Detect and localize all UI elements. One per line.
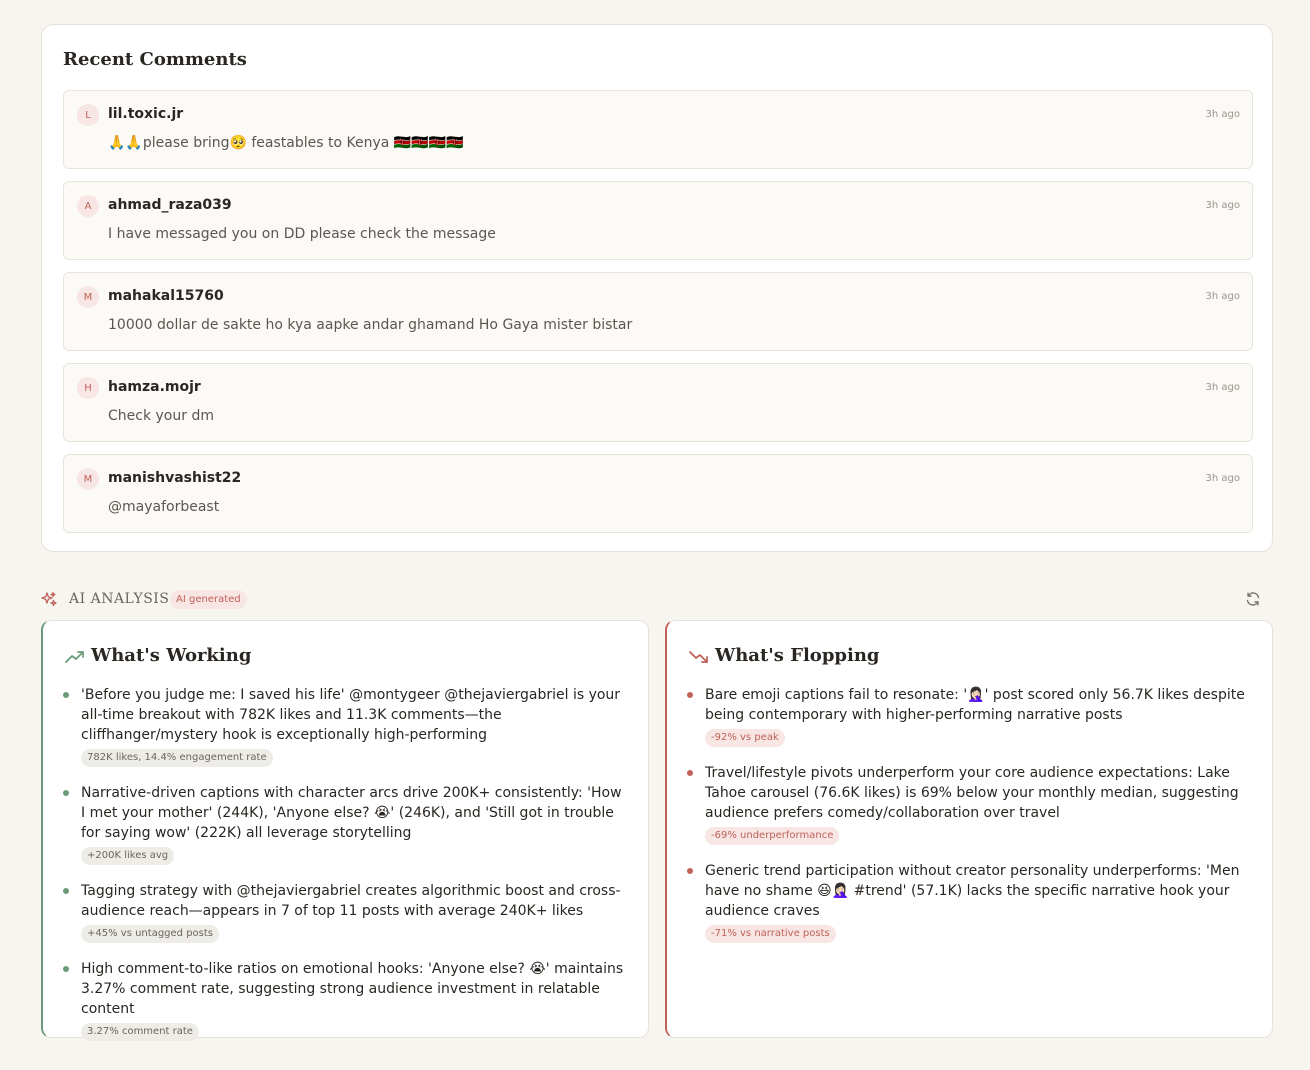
whats-working-panel	[41, 620, 649, 1038]
comment-item	[63, 90, 1253, 169]
trending-up-icon	[65, 649, 85, 665]
comment-text: 10000 dollar de sakte ho kya aapke andar ghamand Ho Gaya mister bistar	[108, 317, 633, 333]
insight-text: Travel/lifestyle pivots underperform your core audience expectations: Lake Tahoe carousel (76.6K likes) is 69% below your monthly median, suggesting audience prefers comedy/collaboration over travel	[705, 765, 1239, 821]
metric-tag: +200K likes avg	[81, 847, 174, 865]
metric-tag: -92% vs peak	[705, 729, 785, 747]
ai-generated-badge: AI generated	[170, 590, 247, 609]
comment-time: 3h ago	[1205, 382, 1240, 393]
metric-tag: 3.27% comment rate	[81, 1023, 199, 1041]
metric-tag: -71% vs narrative posts	[705, 925, 836, 943]
comment-item	[63, 454, 1253, 533]
comment-username[interactable]: manishvashist22	[108, 470, 242, 486]
comment-text: @mayaforbeast	[108, 499, 220, 515]
comment-item	[63, 272, 1253, 351]
comment-time: 3h ago	[1205, 200, 1240, 211]
avatar: L	[77, 104, 99, 126]
recent-comments-card	[41, 24, 1273, 552]
comments-list	[63, 90, 1253, 545]
comment-username[interactable]: ahmad_raza039	[108, 197, 232, 213]
list-item	[687, 861, 1254, 943]
comment-username[interactable]: lil.toxic.jr	[108, 106, 184, 122]
bullet	[63, 790, 69, 796]
bullet	[63, 692, 69, 698]
insight-text: Generic trend participation without creator personality underperforms: 'Men have no shame 😆🤦🏻‍♀️ #trend' (57.1K) lacks the specific narrative hook your audience craves	[705, 863, 1240, 919]
sparkle-icon	[41, 591, 57, 607]
bullet	[63, 966, 69, 972]
recent-comments-title: Recent Comments	[63, 49, 247, 70]
avatar: A	[77, 195, 99, 217]
list-item	[63, 959, 630, 1041]
whats-flopping-title: What's Flopping	[715, 645, 880, 666]
avatar: M	[77, 286, 99, 308]
metric-tag: 782K likes, 14.4% engagement rate	[81, 749, 273, 767]
whats-working-title: What's Working	[91, 645, 252, 666]
insight-text: High comment-to-like ratios on emotional hooks: 'Anyone else? 😭' maintains 3.27% comment rate, suggesting strong audience investment in relatable content	[81, 961, 624, 1017]
whats-flopping-panel	[665, 620, 1273, 1038]
working-list	[63, 685, 630, 1057]
comment-item	[63, 363, 1253, 442]
list-item	[63, 685, 630, 767]
comment-text: Check your dm	[108, 408, 214, 424]
ai-analysis-header	[41, 588, 1273, 612]
list-item	[63, 881, 630, 943]
avatar: M	[77, 468, 99, 490]
comment-time: 3h ago	[1205, 473, 1240, 484]
metric-tag: -69% underperformance	[705, 827, 839, 845]
flopping-list	[687, 685, 1254, 959]
avatar: H	[77, 377, 99, 399]
bullet	[687, 868, 693, 874]
comment-username[interactable]: hamza.mojr	[108, 379, 201, 395]
comment-time: 3h ago	[1205, 109, 1240, 120]
list-item	[687, 763, 1254, 845]
bullet	[687, 770, 693, 776]
bullet	[63, 888, 69, 894]
comment-text: I have messaged you on DD please check the message	[108, 226, 496, 242]
list-item	[687, 685, 1254, 747]
ai-analysis-title: AI ANALYSIS	[69, 591, 170, 607]
bullet	[687, 692, 693, 698]
comment-item	[63, 181, 1253, 260]
insight-text: Bare emoji captions fail to resonate: '🤦🏻‍♀️' post scored only 56.7K likes despite being contemporary with higher-performing narrative posts	[705, 687, 1245, 723]
insight-text: 'Before you judge me: I saved his life' @montygeer @thejaviergabriel is your all-time breakout with 782K likes and 11.3K comments—the cliffhanger/mystery hook is exceptionally high-performing	[81, 687, 621, 743]
list-item	[63, 783, 630, 865]
metric-tag: +45% vs untagged posts	[81, 925, 219, 943]
refresh-icon[interactable]	[1245, 591, 1261, 607]
trending-down-icon	[689, 649, 709, 665]
comment-username[interactable]: mahakal15760	[108, 288, 224, 304]
comment-time: 3h ago	[1205, 291, 1240, 302]
insight-text: Tagging strategy with @thejaviergabriel creates algorithmic boost and cross-audience reach—appears in 7 of top 11 posts with average 240K+ likes	[81, 883, 621, 919]
insight-text: Narrative-driven captions with character arcs drive 200K+ consistently: 'How I met your mother' (244K), 'Anyone else? 😭' (246K), and 'Still got in trouble for saying wow' (222K) all leverage storytelling	[81, 785, 622, 841]
comment-text: 🙏🙏please bring🥺 feastables to Kenya 🇰🇪🇰🇪🇰🇪🇰🇪	[108, 135, 464, 151]
